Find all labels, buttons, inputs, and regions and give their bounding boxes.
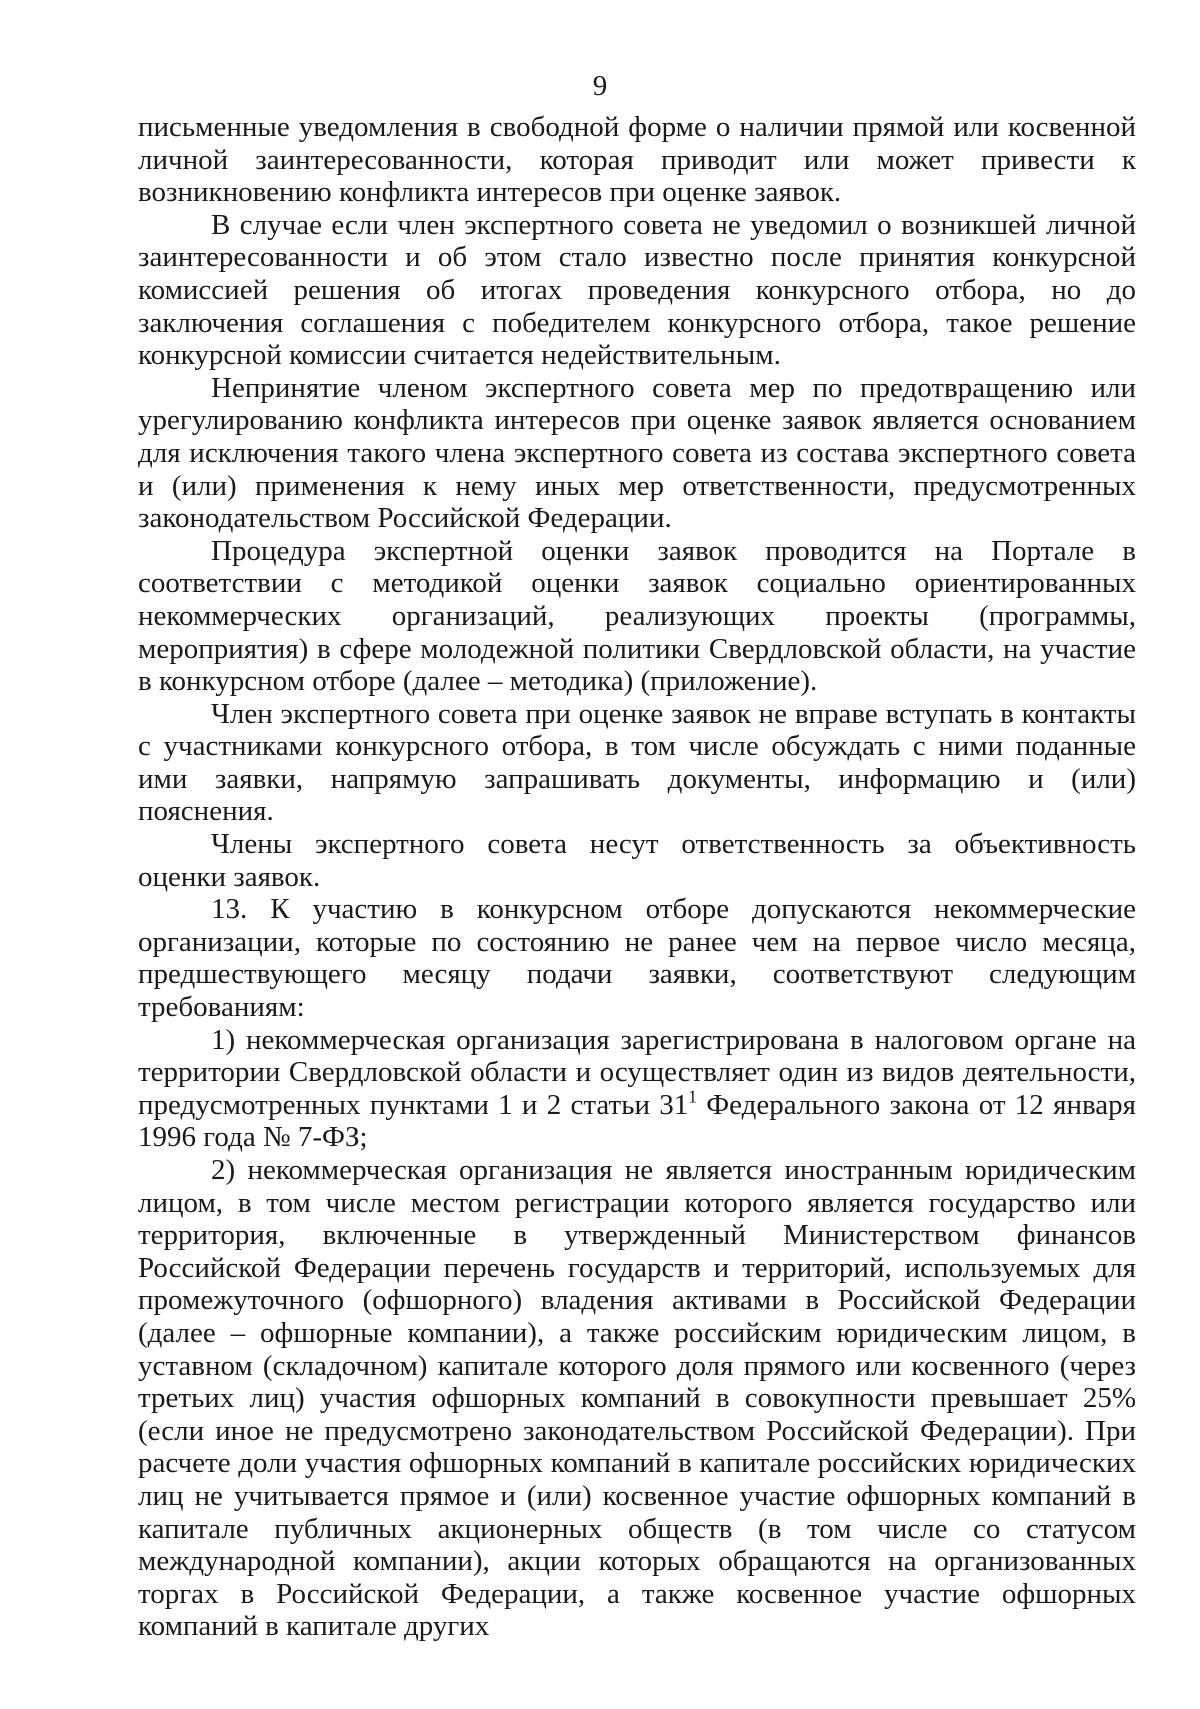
page-number: 9: [592, 70, 608, 102]
paragraph-unnotified-interest: В случае если член экспертного совета не уведомил о возникшей личной заинтересованности и об этом стало известно после принятия конкурсной комиссией решения об итогах проведения конкурсного отбора, но до заключения соглашения с победителем конкурсного отбора, такое решение конкурсной комиссии считается недействительным.: [138, 208, 1136, 372]
paragraph-conflict-measures: Непринятие членом экспертного совета мер по предотвращению или урегулированию конфликта интересов при оценке заявок является основанием для исключения такого члена экспертного совета из состава экспертного совета и (или) применения к нему иных мер ответственности, предусмотренных законодательством Российской Федерации.: [138, 371, 1136, 535]
requirement-1-text-after: Федерального закона от 12 января 1996 года № 7-ФЗ;: [138, 1088, 1136, 1154]
requirement-1-text-before: 1) некоммерческая организация зарегистрирована в налоговом органе на территории Свердловской области и осуществляет один из видов деятельности, предусмотренных пунктами 1 и 2 статьи 31: [138, 1023, 1136, 1121]
paragraph-requirement-2: 2) некоммерческая организация не является иностранным юридическим лицом, в том числе местом регистрации которого является государство или территория, включенные в утвержденный Министерством финансов Российской Федерации перечень государств и территорий, используемых для промежуточного (офшорного) владения активами в Российской Федерации (далее – офшорные компании), а также российским юридическим лицом, в уставном (складочном) капитале которого доля прямого или косвенного (через третьих лиц) участия офшорных компаний в совокупности превышает 25% (если иное не предусмотрено законодательством Российской Федерации). При расчете доли участия офшорных компаний в капитале российских юридических лиц не учитывается прямое и (или) косвенное участие офшорных компаний в капитале публичных акционерных обществ (в том числе со статусом международной компании), акции которых обращаются на организованных торгах в Российской Федерации, а также косвенное участие офшорных компаний в капитале других: [138, 1154, 1136, 1643]
paragraph-item-13: 13. К участию в конкурсном отборе допускаются некоммерческие организации, которые по состоянию не ранее чем на первое число месяца, предшествующего месяцу подачи заявки, соответствуют следующим требованиям:: [138, 893, 1136, 1024]
paragraph-responsibility: Члены экспертного совета несут ответственность за объективность оценки заявок.: [138, 828, 1136, 893]
paragraph-contact-restriction: Член экспертного совета при оценке заявок не вправе вступать в контакты с участниками конкурсного отбора, в том числе обсуждать с ними поданные ими заявки, напрямую запрашивать документы, информацию и (или) пояснения.: [138, 697, 1136, 828]
document-body: [138, 111, 1136, 1643]
paragraph-requirement-1: [138, 1024, 1136, 1154]
article-superscript: 1: [688, 1086, 697, 1107]
paragraph-evaluation-procedure: Процедура экспертной оценки заявок проводится на Портале в соответствии с методикой оценки заявок социально ориентированных некоммерческих организаций, реализующих проекты (программы, мероприятия) в сфере молодежной политики Свердловской области, на участие в конкурсном отборе (далее – методика) (приложение).: [138, 534, 1136, 698]
paragraph-notification-continuation: письменные уведомления в свободной форме о наличии прямой или косвенной личной заинтересованности, которая приводит или может привести к возникновению конфликта интересов при оценке заявок.: [138, 111, 1136, 209]
